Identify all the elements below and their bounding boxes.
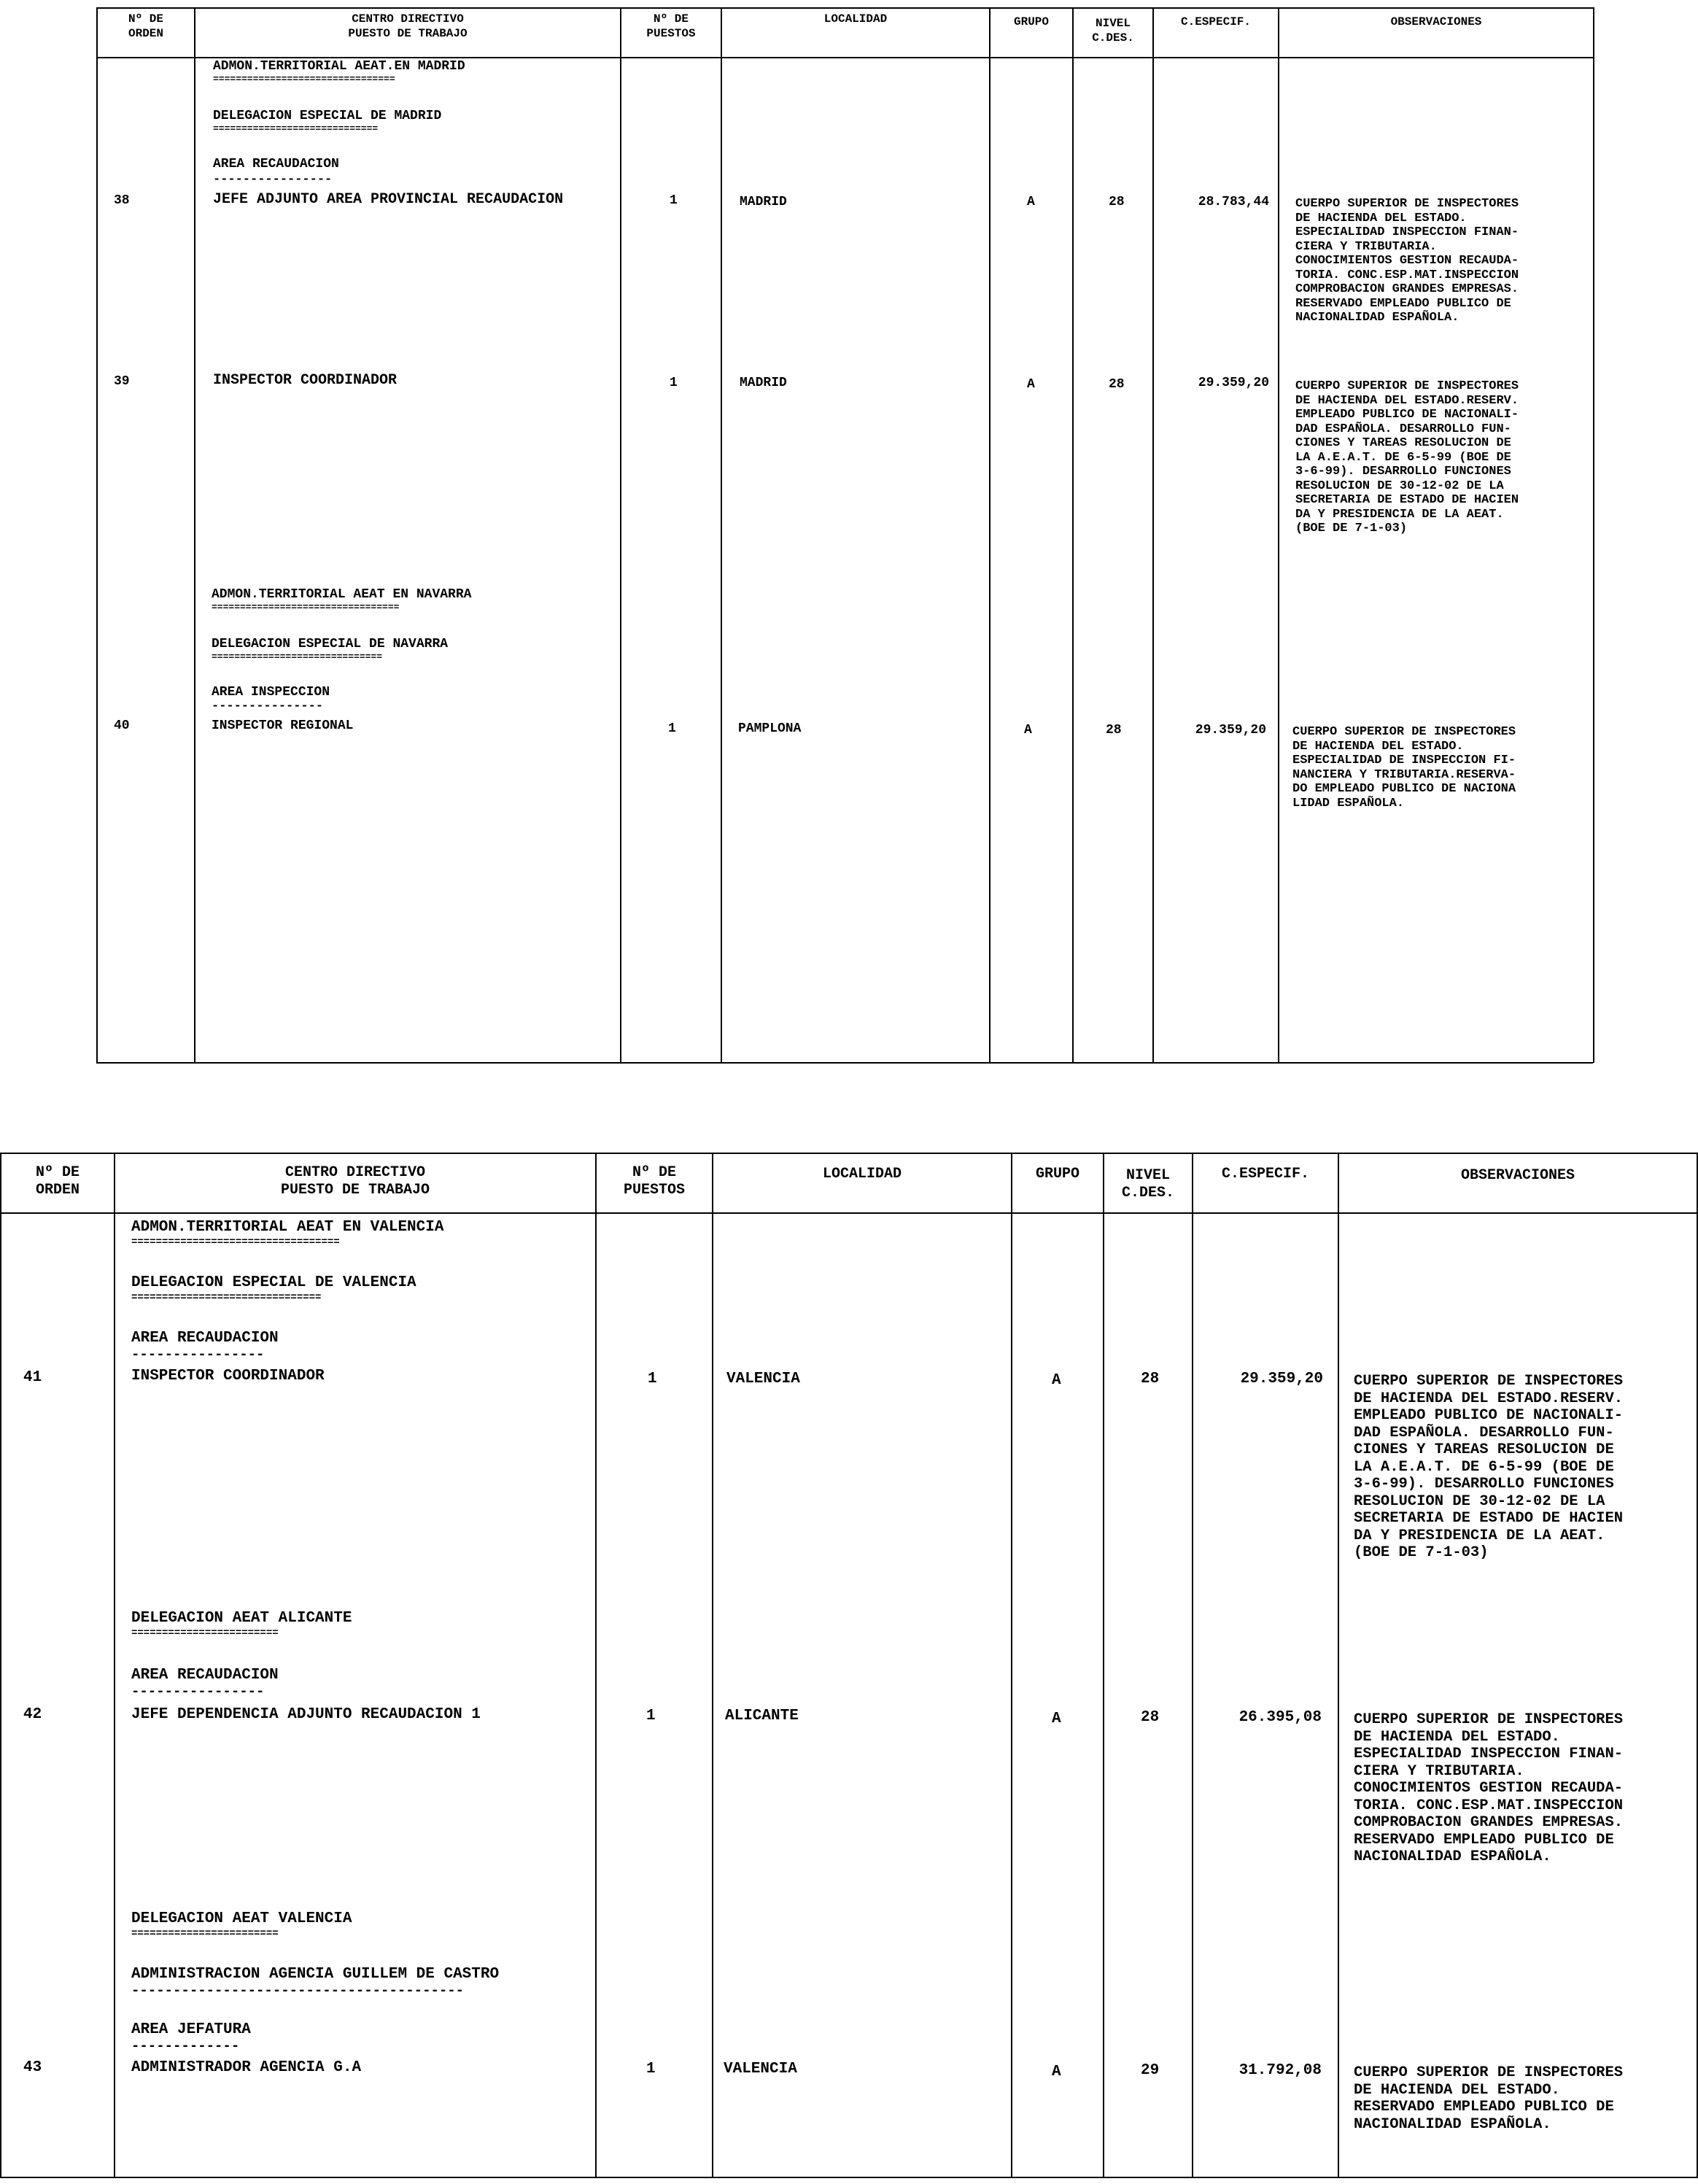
section-heading: AREA JEFATURA [131, 2021, 251, 2038]
section-heading: AREA RECAUDACION [213, 157, 339, 171]
row-grupo: A [1052, 1372, 1061, 1389]
row-orden: 40 [114, 719, 130, 733]
header-centro: CENTRO DIRECTIVO PUESTO DE TRABAJO [348, 12, 468, 40]
header-puestos: Nº DE PUESTOS [623, 1164, 685, 1199]
section-underline: ---------------- [131, 1685, 265, 1699]
section-underline: ======================== [131, 1929, 279, 1939]
row-localidad: MADRID [740, 195, 787, 209]
header-orden: Nº DE ORDEN [35, 1164, 80, 1199]
section-heading: DELEGACION AEAT ALICANTE [131, 1610, 352, 1627]
row-nivel: 28 [1109, 195, 1125, 209]
row-orden: 43 [23, 2059, 42, 2076]
row-especif: 29.359,20 [1198, 376, 1269, 390]
section-heading: DELEGACION ESPECIAL DE MADRID [213, 109, 442, 123]
section-underline: ---------------- [131, 1348, 265, 1362]
header-centro: CENTRO DIRECTIVO PUESTO DE TRABAJO [280, 1164, 430, 1199]
header-nivel: NIVEL C.DES. [1121, 1167, 1174, 1201]
row-puesto: INSPECTOR REGIONAL [212, 719, 354, 733]
section-underline: ================================ [213, 74, 395, 84]
row-observaciones: CUERPO SUPERIOR DE INSPECTORES DE HACIENDA DEL ESTADO. ESPECIALIDAD INSPECCION FINAN- CIERA Y TRIBUTARIA. CONOCIMIENTOS GESTION RECAUDA- TORIA. CONC.ESP.MAT.INSPECCION COMPROBACION GRANDES EMPRESAS. RESERVADO EMPLEADO PUBLICO DE NACIONALIDAD ESPAÑOLA. [1295, 197, 1519, 325]
row-localidad: VALENCIA [724, 2061, 797, 2077]
row-orden: 42 [23, 1706, 42, 1723]
row-puesto: INSPECTOR COORDINADOR [213, 372, 398, 389]
row-puesto: JEFE ADJUNTO AREA PROVINCIAL RECAUDACION [213, 191, 564, 208]
row-observaciones: CUERPO SUPERIOR DE INSPECTORES DE HACIENDA DEL ESTADO. ESPECIALIDAD INSPECCION FINAN- CIERA Y TRIBUTARIA. CONOCIMIENTOS GESTION RECAUDA- TORIA. CONC.ESP.MAT.INSPECCION COMPROBACION GRANDES EMPRESAS. RESERVADO EMPLEADO PUBLICO DE NACIONALIDAD ESPAÑOLA. [1354, 1711, 1624, 1865]
row-nivel: 28 [1109, 377, 1125, 392]
header-observaciones: OBSERVACIONES [1460, 1167, 1575, 1184]
row-especif: 29.359,20 [1195, 723, 1266, 737]
row-especif: 29.359,20 [1240, 1371, 1323, 1387]
section-underline: ================================= [212, 603, 400, 612]
header-localidad: LOCALIDAD [823, 12, 888, 26]
section-underline: ============================== [212, 652, 383, 662]
header-nivel: NIVEL C.DES. [1092, 17, 1134, 44]
row-orden: 38 [114, 193, 130, 208]
section-heading: AREA RECAUDACION [131, 1330, 279, 1347]
section-underline: ============================= [213, 124, 379, 133]
section-heading: ADMON.TERRITORIAL AEAT EN VALENCIA [131, 1219, 444, 1236]
header-puestos: Nº DE PUESTOS [646, 12, 696, 40]
row-grupo: A [1027, 377, 1035, 392]
row-puestos: 1 [648, 1371, 657, 1387]
section-underline: --------------- [212, 700, 324, 713]
row-observaciones: CUERPO SUPERIOR DE INSPECTORES DE HACIENDA DEL ESTADO. RESERVADO EMPLEADO PUBLICO DE NACIONALIDAD ESPAÑOLA. [1354, 2064, 1624, 2133]
row-puesto: INSPECTOR COORDINADOR [131, 1368, 325, 1385]
row-orden: 39 [114, 374, 130, 389]
row-observaciones: CUERPO SUPERIOR DE INSPECTORES DE HACIENDA DEL ESTADO.RESERV. EMPLEADO PUBLICO DE NACIONALI- DAD ESPAÑOLA. DESARROLLO FUN- CIONES Y TAREAS RESOLUCION DE LA A.E.A.T. DE 6-5-99 (BOE DE 3-6-99). DESARROLLO FUNCIONES RESOLUCION DE 30-12-02 DE LA SECRETARIA DE ESTADO DE HACIEN DA Y PRESIDENCIA DE LA AEAT. (BOE DE 7-1-03) [1295, 379, 1519, 535]
section-heading: AREA RECAUDACION [131, 1667, 279, 1684]
section-underline: ------------- [131, 2040, 240, 2053]
row-nivel: 28 [1141, 1371, 1160, 1387]
section-underline: =============================== [131, 1293, 322, 1303]
row-localidad: PAMPLONA [738, 721, 802, 736]
row-nivel: 29 [1141, 2062, 1160, 2079]
header-orden: Nº DE ORDEN [128, 12, 163, 40]
section-underline: ---------------------------------------- [131, 1984, 465, 1998]
row-puestos: 1 [670, 193, 678, 208]
row-especif: 28.783,44 [1198, 195, 1269, 209]
row-puestos: 1 [668, 721, 676, 736]
row-localidad: MADRID [740, 376, 787, 390]
row-nivel: 28 [1106, 723, 1122, 737]
header-especif: C.ESPECIF. [1180, 15, 1251, 28]
section-heading: ADMON.TERRITORIAL AEAT.EN MADRID [213, 59, 465, 74]
header-grupo: GRUPO [1013, 15, 1049, 28]
section-underline: ======================== [131, 1628, 279, 1638]
section-underline: ---------------- [213, 174, 333, 186]
section-heading: ADMINISTRACION AGENCIA GUILLEM DE CASTRO [131, 1966, 500, 1983]
row-observaciones: CUERPO SUPERIOR DE INSPECTORES DE HACIENDA DEL ESTADO.RESERV. EMPLEADO PUBLICO DE NACIONALI- DAD ESPAÑOLA. DESARROLLO FUN- CIONES Y TAREAS RESOLUCION DE LA A.E.A.T. DE 6-5-99 (BOE DE 3-6-99). DESARROLLO FUNCIONES RESOLUCION DE 30-12-02 DE LA SECRETARIA DE ESTADO DE HACIEN DA Y PRESIDENCIA DE LA AEAT. (BOE DE 7-1-03) [1354, 1373, 1624, 1561]
row-grupo: A [1052, 1711, 1061, 1727]
row-orden: 41 [23, 1369, 42, 1386]
row-nivel: 28 [1141, 1709, 1160, 1726]
section-heading: ADMON.TERRITORIAL AEAT EN NAVARRA [212, 587, 472, 602]
section-underline: ================================== [131, 1237, 340, 1247]
row-especif: 31.792,08 [1238, 2062, 1322, 2079]
row-especif: 26.395,08 [1238, 1709, 1322, 1726]
header-observaciones: OBSERVACIONES [1390, 15, 1482, 28]
section-heading: DELEGACION ESPECIAL DE NAVARRA [212, 637, 449, 651]
row-puesto: JEFE DEPENDENCIA ADJUNTO RECAUDACION 1 [131, 1706, 481, 1723]
header-grupo: GRUPO [1035, 1166, 1079, 1182]
row-puestos: 1 [646, 2061, 656, 2077]
section-heading: DELEGACION AEAT VALENCIA [131, 1910, 352, 1927]
row-puestos: 1 [670, 376, 678, 390]
section-heading: DELEGACION ESPECIAL DE VALENCIA [131, 1274, 416, 1291]
row-observaciones: CUERPO SUPERIOR DE INSPECTORES DE HACIENDA DEL ESTADO. ESPECIALIDAD DE INSPECCION FI- NANCIERA Y TRIBUTARIA.RESERVA- DO EMPLEADO PUBLICO DE NACIONA LIDAD ESPAÑOLA. [1292, 725, 1516, 810]
row-puesto: ADMINISTRADOR AGENCIA G.A [131, 2059, 362, 2076]
row-grupo: A [1027, 195, 1035, 209]
section-heading: AREA INSPECCION [212, 685, 330, 700]
header-especif: C.ESPECIF. [1221, 1166, 1310, 1182]
row-localidad: VALENCIA [726, 1371, 800, 1387]
row-localidad: ALICANTE [725, 1708, 799, 1724]
row-grupo: A [1024, 723, 1032, 737]
row-grupo: A [1052, 2064, 1061, 2080]
row-puestos: 1 [646, 1708, 656, 1724]
header-localidad: LOCALIDAD [822, 1166, 902, 1182]
